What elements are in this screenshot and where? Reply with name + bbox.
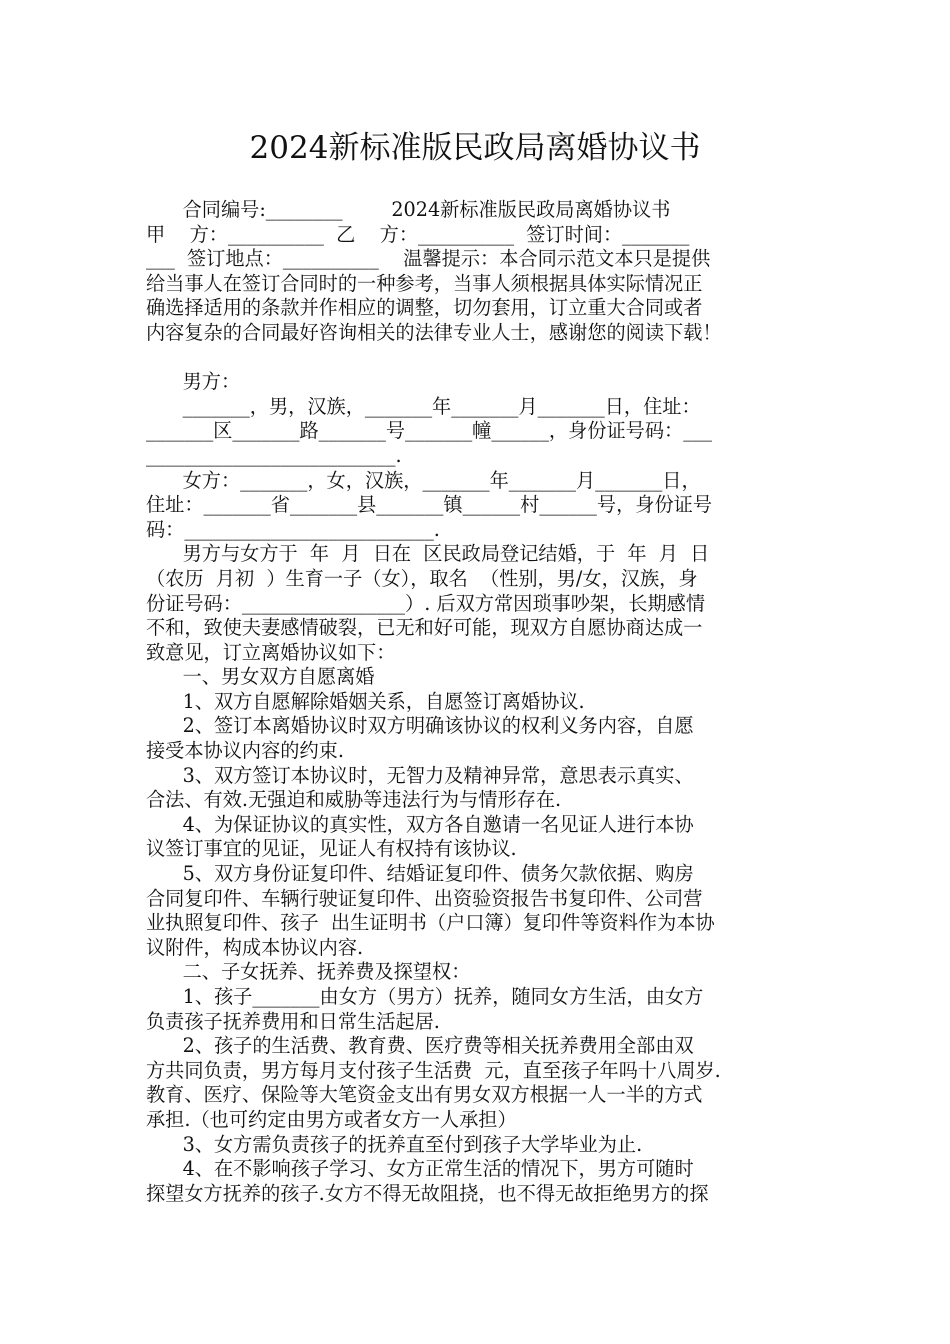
text-line: 份证号码：_________________）. 后双方常因琐事吵架，长期感情 bbox=[146, 591, 706, 615]
text-line: 3、双方签订本协议时，无智力及精神异常，意思表示真实、 bbox=[146, 763, 694, 787]
text-line: 1、孩子_______由女方（男方）抚养，随同女方生活，由女方 bbox=[146, 985, 704, 1008]
text-line: 承担.（也可约定由男方或者女方一人承担） bbox=[146, 1107, 517, 1131]
text-line: 合法、有效.无强迫和威胁等违法行为与情形存在. bbox=[146, 788, 562, 812]
text-line: 负责孩子抚养费用和日常生活起居. bbox=[146, 1009, 440, 1033]
text-line: 2、孩子的生活费、教育费、医疗费等相关抚养费用全部由双 bbox=[146, 1034, 694, 1058]
text-line: 接受本协议内容的约束. bbox=[146, 739, 344, 763]
text-line: 不和，致使夫妻感情破裂，已无和好可能，现双方自愿协商达成一 bbox=[146, 616, 703, 640]
text-line: 住址：_______省_______县_______镇______村______号，身份证号 bbox=[146, 493, 713, 517]
text-line: 4、为保证协议的真实性，双方各自邀请一名见证人进行本协 bbox=[146, 812, 694, 836]
text-line: 致意见，订立离婚协议如下： bbox=[146, 640, 396, 664]
document-title: 2024新标准版民政局离婚协议书 bbox=[249, 130, 701, 166]
text-line: 方共同负责，男方每月支付孩子生活费 元，直至孩子年吗十八周岁. bbox=[146, 1058, 721, 1082]
text-line: 2、签订本离婚协议时双方明确该协议的权利义务内容，自愿 bbox=[146, 714, 694, 738]
text-line: 男方与女方于 年 月 日在 区民政局登记结婚，于 年 月 日 bbox=[146, 542, 710, 566]
text-line: _______，男，汉族，_______年_______月_______日，住址： bbox=[146, 394, 701, 418]
text-line: 女方：_______，女，汉族，_______年_______月_______日， bbox=[146, 468, 701, 492]
text-line: 3、女方需负责孩子的抚养直至付到孩子大学毕业为止. bbox=[146, 1132, 643, 1156]
text-line: 一、男女双方自愿离婚 bbox=[146, 665, 375, 689]
text-line: 内容复杂的合同最好咨询相关的法律专业人士，感谢您的阅读下载！ bbox=[146, 320, 722, 344]
text-line: 男方： bbox=[146, 370, 241, 394]
text-line: 议签订事宜的见证，见证人有权持有该协议. bbox=[146, 837, 517, 861]
text-line: 合同复印件、车辆行驶证复印件、出资验资报告书复印件、公司营 bbox=[146, 886, 703, 910]
text-line: 4、在不影响孩子学习、女方正常生活的情况下，男方可随时 bbox=[146, 1157, 694, 1181]
text-line: 给当事人在签订合同时的一种参考，当事人须根据具体实际情况正 bbox=[146, 271, 703, 295]
text-line: 合同编号:________ 2024新标准版民政局离婚协议书 bbox=[146, 198, 671, 221]
text-line: 探望女方抚养的孩子.女方不得无故阻挠，也不得无故拒绝男方的探 bbox=[146, 1181, 709, 1205]
text-line: 码：__________________________. bbox=[146, 517, 440, 541]
text-line: 教育、医疗、保险等大笔资金支出有男女双方根据一人一半的方式 bbox=[146, 1083, 703, 1107]
text-line: 二、子女抚养、抚养费及探望权： bbox=[146, 960, 471, 984]
text-line: 议附件，构成本协议内容. bbox=[146, 935, 364, 959]
text-line: （农历 月初 ）生育一子（女），取名 （性别，男/女，汉族，身 bbox=[146, 566, 698, 590]
text-line: 5、双方身份证复印件、结婚证复印件、债务欠款依据、购房 bbox=[146, 862, 694, 886]
text-line: 业执照复印件、孩子 出生证明书（户口簿）复印件等资料作为本协 bbox=[146, 911, 715, 935]
text-line bbox=[146, 346, 806, 371]
text-line: ___ 签订地点：__________ 温馨提示：本合同示范文本只是提供 bbox=[146, 247, 711, 271]
text-line: 1、双方自愿解除婚姻关系，自愿签订离婚协议. bbox=[146, 689, 585, 713]
text-line: 甲 方：__________ 乙 方：__________ 签订时间：_______ bbox=[146, 222, 690, 246]
text-line: 确选择适用的条款并作相应的调整，切勿套用，订立重大合同或者 bbox=[146, 296, 703, 320]
document-body bbox=[146, 198, 806, 1206]
text-line: __________________________. bbox=[146, 443, 402, 467]
text-line: _______区_______路_______号_______幢______，身份证号码：___ bbox=[146, 419, 713, 443]
